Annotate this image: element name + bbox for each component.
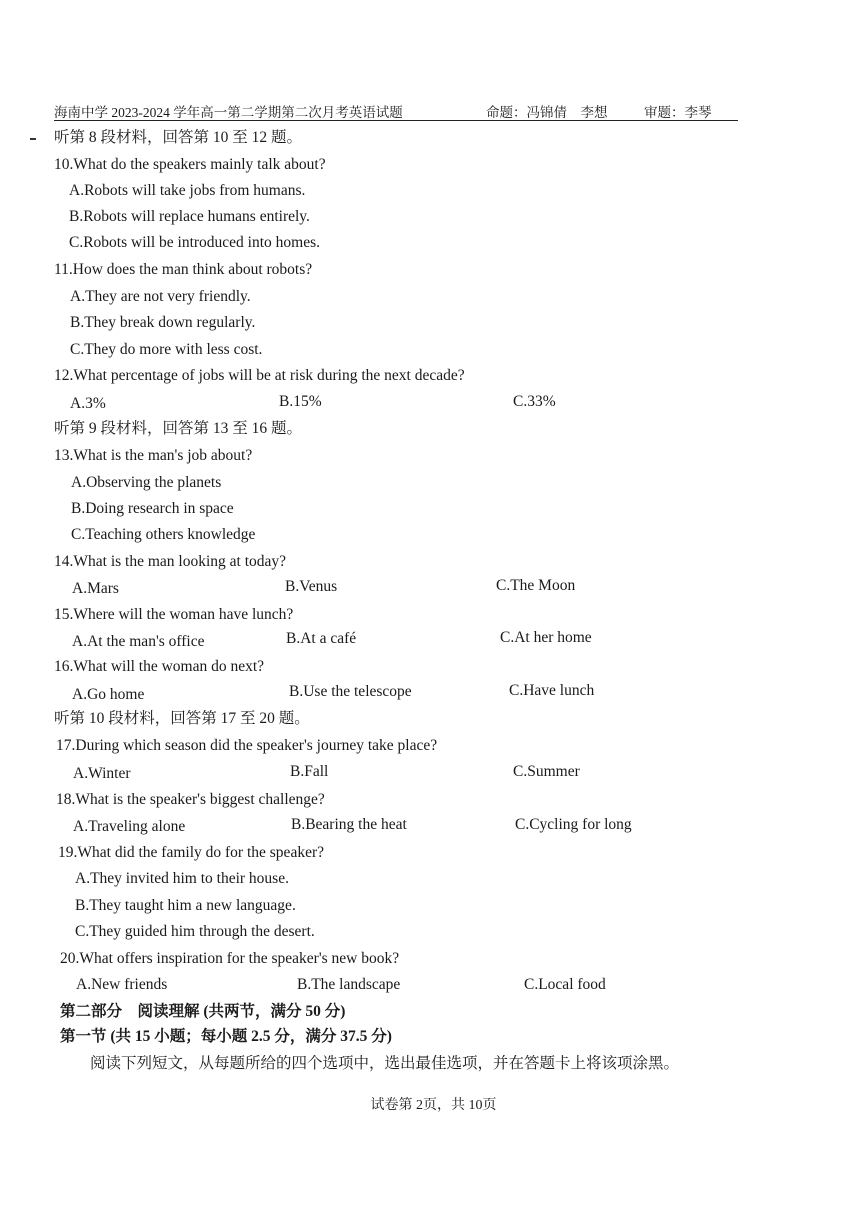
- question-stem: 19.What did the family do for the speaker?: [58, 844, 324, 861]
- section-heading-8: 听第 8 段材料，回答第 10 至 12 题。: [54, 129, 303, 146]
- question-stem: 12.What percentage of jobs will be at risk during the next decade?: [54, 367, 465, 384]
- option-a: A.Observing the planets: [71, 474, 222, 491]
- option-a: A.At the man's office: [72, 633, 205, 650]
- option-b: B.15%: [279, 393, 322, 410]
- option-c: C.Cycling for long: [515, 816, 632, 833]
- part-two-title: 第二部分 阅读理解 (共两节，满分 50 分): [60, 1003, 346, 1020]
- question-stem: 18.What is the speaker's biggest challenge?: [56, 791, 325, 808]
- option-a: A.They invited him to their house.: [75, 870, 289, 887]
- question-stem: 16.What will the woman do next?: [54, 658, 265, 675]
- option-b: B.Fall: [290, 763, 329, 780]
- question-stem: 17.During which season did the speaker's journey take place?: [56, 737, 438, 754]
- option-a: A.Winter: [73, 765, 131, 782]
- section-heading-10: 听第 10 段材料，回答第 17 至 20 题。: [54, 710, 310, 727]
- option-a: A.Robots will take jobs from humans.: [69, 182, 306, 199]
- option-b: B.The landscape: [297, 976, 401, 993]
- option-c: C.33%: [513, 393, 556, 410]
- option-a: A.New friends: [76, 976, 168, 993]
- option-b: B.Use the telescope: [289, 683, 412, 700]
- exam-title: 海南中学 2023-2024 学年高一第二学期第二次月考英语试题: [54, 105, 403, 120]
- option-b: B.Robots will replace humans entirely.: [69, 208, 310, 225]
- option-c: C.Have lunch: [509, 682, 595, 699]
- question-stem: 20.What offers inspiration for the speaker's new book?: [60, 950, 400, 967]
- option-b: B.They taught him a new language.: [75, 897, 296, 914]
- question-stem: 13.What is the man's job about?: [54, 447, 253, 464]
- reviewer: 审题：李琴: [644, 105, 712, 120]
- question-stem: 10.What do the speakers mainly talk about?: [54, 156, 326, 173]
- option-c: C.Summer: [513, 763, 580, 780]
- option-a: A.They are not very friendly.: [70, 288, 251, 305]
- exam-header: [54, 100, 738, 121]
- option-c: C.Local food: [524, 976, 606, 993]
- option-c: C.Robots will be introduced into homes.: [69, 234, 320, 251]
- option-c: C.The Moon: [496, 577, 576, 594]
- option-a: A.Go home: [72, 686, 145, 703]
- option-b: B.Doing research in space: [71, 500, 234, 517]
- option-c: C.They do more with less cost.: [70, 341, 263, 358]
- margin-mark: [30, 138, 36, 140]
- setters: 命题：冯锦倩 李想: [486, 105, 608, 120]
- option-b: B.Bearing the heat: [291, 816, 407, 833]
- question-stem: 11.How does the man think about robots?: [54, 261, 313, 278]
- section-heading-9: 听第 9 段材料，回答第 13 至 16 题。: [54, 420, 303, 437]
- option-a: A.3%: [70, 395, 106, 412]
- option-c: C.Teaching others knowledge: [71, 526, 256, 543]
- question-stem: 14.What is the man looking at today?: [54, 553, 287, 570]
- reading-instruction: 阅读下列短文，从每题所给的四个选项中，选出最佳选项，并在答题卡上将该项涂黑。: [90, 1055, 680, 1072]
- option-b: B.Venus: [285, 578, 338, 595]
- page-number: 试卷第 2页，共 10页: [370, 1098, 497, 1113]
- option-a: A.Traveling alone: [73, 818, 186, 835]
- option-b: B.At a café: [286, 630, 357, 647]
- question-stem: 15.Where will the woman have lunch?: [54, 606, 294, 623]
- option-c: C.They guided him through the desert.: [75, 923, 315, 940]
- option-a: A.Mars: [72, 580, 119, 597]
- option-c: C.At her home: [500, 629, 592, 646]
- option-b: B.They break down regularly.: [70, 314, 256, 331]
- section-one-title: 第一节 (共 15 小题；每小题 2.5 分，满分 37.5 分): [60, 1028, 392, 1045]
